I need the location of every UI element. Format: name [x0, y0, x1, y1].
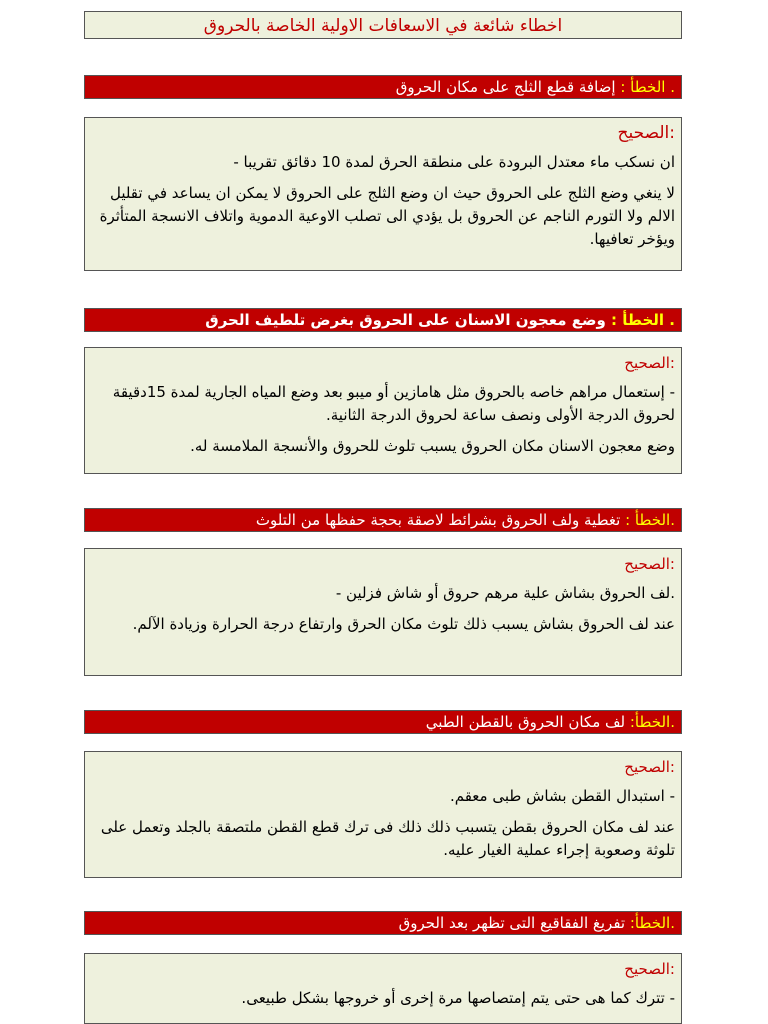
- correct-box-4: [84, 751, 682, 878]
- error-banner-2: [84, 308, 682, 332]
- correct-box-2: [84, 347, 682, 474]
- correct-paragraph: وضع معجون الاسنان مكان الحروق يسبب تلوث للحروق والأنسجة الملامسة له.: [190, 437, 675, 455]
- error-label: .الخطأ:: [629, 713, 675, 731]
- correct-paragraph: لا ينغي وضع الثلج على الحروق حيث ان وضع الثلج على الحروق لا يمكن ان يساعد في تقليل الالم ولا التورم الناجم عن الحروق بل يؤدي الى تصلب الاوعية الدموية واتلاف الانسجة المتأثرة ويؤخر تعافيها.: [99, 184, 675, 248]
- correct-heading: :الصحيح: [624, 555, 675, 573]
- error-text: تغطية ولف الحروق بشرائط لاصقة بحجة حفظها من التلوث: [255, 511, 626, 529]
- correct-heading: :الصحيح: [624, 960, 675, 978]
- correct-box-3: [84, 548, 682, 676]
- error-label: .الخطأ:: [629, 914, 675, 932]
- correct-paragraph: .لف الحروق بشاش علية مرهم حروق أو شاش فزلين -: [335, 584, 675, 602]
- correct-heading: :الصحيح: [624, 758, 675, 776]
- error-banner-3: [84, 508, 682, 532]
- correct-box-1: [84, 117, 682, 271]
- error-label: .الخطأ :: [625, 511, 675, 529]
- error-label: . الخطأ :: [620, 78, 675, 96]
- correct-box-5: [84, 953, 682, 1024]
- error-label: . الخطأ :: [611, 311, 675, 329]
- error-banner-1: [84, 75, 682, 99]
- correct-heading: :الصحيح: [617, 123, 675, 143]
- error-text: وضع معجون الاسنان على الحروق بغرض تلطيف الحرق: [205, 311, 612, 329]
- page-title: اخطاء شائعة في الاسعافات الاولية الخاصة بالحروق: [84, 11, 682, 39]
- error-text: لف مكان الحروق بالقطن الطبي: [425, 713, 630, 731]
- error-banner-4: [84, 710, 682, 734]
- correct-paragraph: عند لف مكان الحروق بقطن يتسبب ذلك ذلك فى ترك قطع القطن ملتصقة بالجلد وتعمل على تلوثة وصعوبة إجراء عملية الغيار عليه.: [100, 818, 675, 859]
- correct-heading: :الصحيح: [624, 354, 675, 372]
- error-text: تفريغ الفقاقيع التى تظهر بعد الحروق: [398, 914, 630, 932]
- correct-paragraph: - استبدال القطن بشاش طبى معقم.: [449, 787, 675, 805]
- error-text: إضافة قطع الثلج على مكان الحروق: [395, 78, 621, 96]
- correct-paragraph: - تترك كما هى حتى يتم إمتصاصها مرة إخرى أو خروجها بشكل طبيعى.: [241, 989, 675, 1007]
- error-banner-5: [84, 911, 682, 935]
- correct-paragraph: ان نسكب ماء معتدل البرودة على منطقة الحرق لمدة 10 دقائق تقريبا -: [233, 153, 675, 171]
- correct-paragraph: - إستعمال مراهم خاصه بالحروق مثل هامازين أو ميبو بعد وضع المياه الجارية لمدة 15دقيقة لحروق الدرجة الأولى ونصف ساعة لحروق الدرجة الثانية.: [112, 383, 675, 424]
- correct-paragraph: عند لف الحروق بشاش يسبب ذلك تلوث مكان الحرق وارتفاع درجة الحرارة وزيادة الآلم.: [132, 615, 675, 633]
